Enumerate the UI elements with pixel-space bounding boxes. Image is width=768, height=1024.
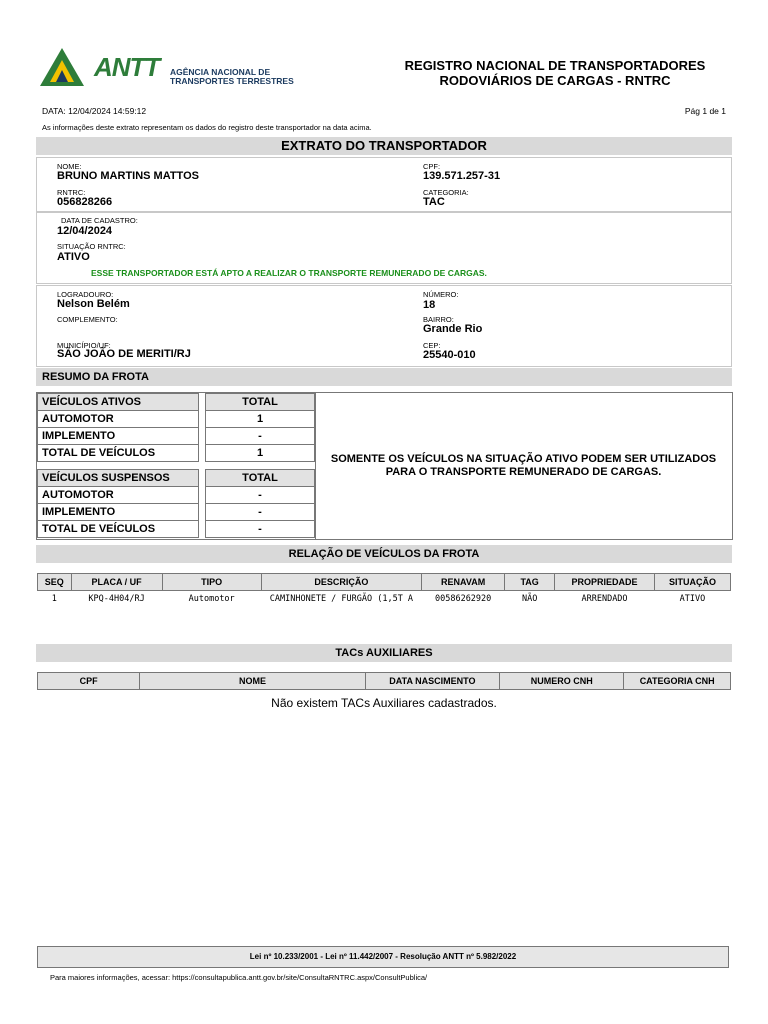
cell-renavam: 00586262920 [434,594,492,604]
ativos-header: VEÍCULOS ATIVOS [38,394,199,411]
antt-logo [38,46,298,90]
cell-seq: 1 [51,594,57,604]
row-value: - [206,504,315,521]
categoria-value: TAC [423,196,445,208]
numero-value: 18 [423,299,436,311]
ativos-row-total [38,445,315,462]
title-line-1: REGISTRO NACIONAL DE TRANSPORTADORES [404,58,706,73]
suspensos-total-header: TOTAL [206,470,315,487]
municipio-label: MUNICÍPIO/UF: [57,341,111,350]
col-numero-cnh: NUMERO CNH [500,673,624,690]
bairro-value: Grande Rio [423,323,483,335]
row-value: - [206,521,315,538]
footer-law: Lei nº 10.233/2001 - Lei nº 11.442/2007 - Resolução ANTT nº 5.982/2022 [37,946,729,968]
cep-value: 25540-010 [423,349,476,361]
col-categoria-cnh: CATEGORIA CNH [624,673,731,690]
issue-date: DATA: 12/04/2024 14:59:12 [42,106,147,116]
row-label: AUTOMOTOR [38,411,199,428]
col-seq: SEQ [38,574,72,591]
document-title [380,58,730,88]
suspended-vehicles-table [37,469,315,538]
rntrc-value: 056828266 [57,196,113,208]
row-value: 1 [206,445,315,462]
cpf-label: CPF: [423,162,441,171]
fleet-summary [36,392,733,540]
extract-title-bar: EXTRATO DO TRANSPORTADOR [36,137,732,155]
address-box [36,285,732,367]
logradouro-label: LOGRADOURO: [57,290,114,299]
ativos-total-header: TOTAL [206,394,315,411]
data-cadastro-value: 12/04/2024 [57,225,113,237]
suspensos-header: VEÍCULOS SUSPENSOS [38,470,199,487]
tacs-header-row [38,673,731,690]
tacs-empty-message: Não existem TACs Auxiliares cadastrados. [271,696,497,710]
cell-placa: KPQ-4H04/RJ [88,594,145,604]
col-cpf: CPF [38,673,140,690]
row-value: - [206,487,315,504]
numero-label: NÚMERO: [423,290,459,299]
col-tag: TAG [505,574,555,591]
cell-tag: NÃO [521,594,538,604]
categoria-label: CATEGORIA: [423,188,469,197]
footer-info: Para maiores informações, acessar: https://consultapublica.antt.gov.br/site/ConsultaRNTRC.aspx/ConsultPublica/ [50,973,428,982]
active-vehicles-table [37,393,315,462]
nome-label: NOME: [57,162,82,171]
registration-box [36,212,732,284]
col-renavam: RENAVAM [422,574,505,591]
col-placa: PLACA / UF [71,574,162,591]
antt-triangle-icon [38,46,94,90]
identification-box [36,157,732,212]
fleet-title: RESUMO DA FROTA [42,371,149,383]
complemento-label: COMPLEMENTO: [57,315,118,324]
suspensos-row-implemento [38,504,315,521]
agency-name [170,68,294,86]
col-propriedade: PROPRIEDADE [555,574,655,591]
row-label: TOTAL DE VEÍCULOS [38,445,199,462]
agency-line-1: AGÊNCIA NACIONAL DE [170,67,271,77]
title-line-2: RODOVIÁRIOS DE CARGAS - RNTRC [439,73,671,88]
vehicles-title-bar: RELAÇÃO DE VEÍCULOS DA FROTA [36,545,732,563]
tacs-table [37,672,731,690]
cpf-value: 139.571.257-31 [423,170,501,182]
col-tipo: TIPO [162,574,261,591]
logo-text: ANTT [94,52,160,82]
cell-descricao: CAMINHONETE / FURGÃO (1,5T A [269,594,414,604]
suspensos-row-automotor [38,487,315,504]
row-label: TOTAL DE VEÍCULOS [38,521,199,538]
agency-line-2: TRANSPORTES TERRESTRES [170,76,294,86]
bairro-label: BAIRRO: [423,315,454,324]
col-data-nascimento: DATA NASCIMENTO [365,673,499,690]
suspensos-row-total [38,521,315,538]
vehicles-header-row [38,574,731,591]
row-label: IMPLEMENTO [38,504,199,521]
vehicles-table [37,573,731,607]
ativos-row-implemento [38,428,315,445]
table-row [38,591,731,608]
fleet-title-bar [36,368,732,386]
row-value: 1 [206,411,315,428]
situacao-value: ATIVO [57,251,90,263]
row-label: AUTOMOTOR [38,487,199,504]
disclaimer: As informações deste extrato representam os dados do registro deste transportador na data acima. [42,123,372,132]
municipio-value: SÃO JOÃO DE MERITI/RJ [57,348,191,360]
tacs-title-bar: TACs AUXILIARES [36,644,732,662]
ativos-row-automotor [38,411,315,428]
col-nome: NOME [140,673,365,690]
col-descricao: DESCRIÇÃO [261,574,421,591]
fleet-note: SOMENTE OS VEÍCULOS NA SITUAÇÃO ATIVO PODEM SER UTILIZADOS PARA O TRANSPORTE REMUNERADO DE CARGAS. [315,393,731,539]
row-value: - [206,428,315,445]
nome-value: BRUNO MARTINS MATTOS [57,170,199,182]
cell-situacao: ATIVO [679,594,706,604]
col-situacao: SITUAÇÃO [654,574,730,591]
cell-tipo: Automotor [188,594,235,604]
cep-label: CEP: [423,341,441,350]
rntrc-label: RNTRC: [57,188,86,197]
page-number: Pág 1 de 1 [684,106,726,116]
situacao-label: SITUAÇÃO RNTRC: [57,242,126,251]
data-cadastro-label: DATA DE CADASTRO: [61,216,138,225]
cell-propriedade: ARRENDADO [581,594,628,604]
logradouro-value: Nelson Belém [57,298,130,310]
row-label: IMPLEMENTO [38,428,199,445]
apto-message: ESSE TRANSPORTADOR ESTÁ APTO A REALIZAR O TRANSPORTE REMUNERADO DE CARGAS. [91,268,487,278]
